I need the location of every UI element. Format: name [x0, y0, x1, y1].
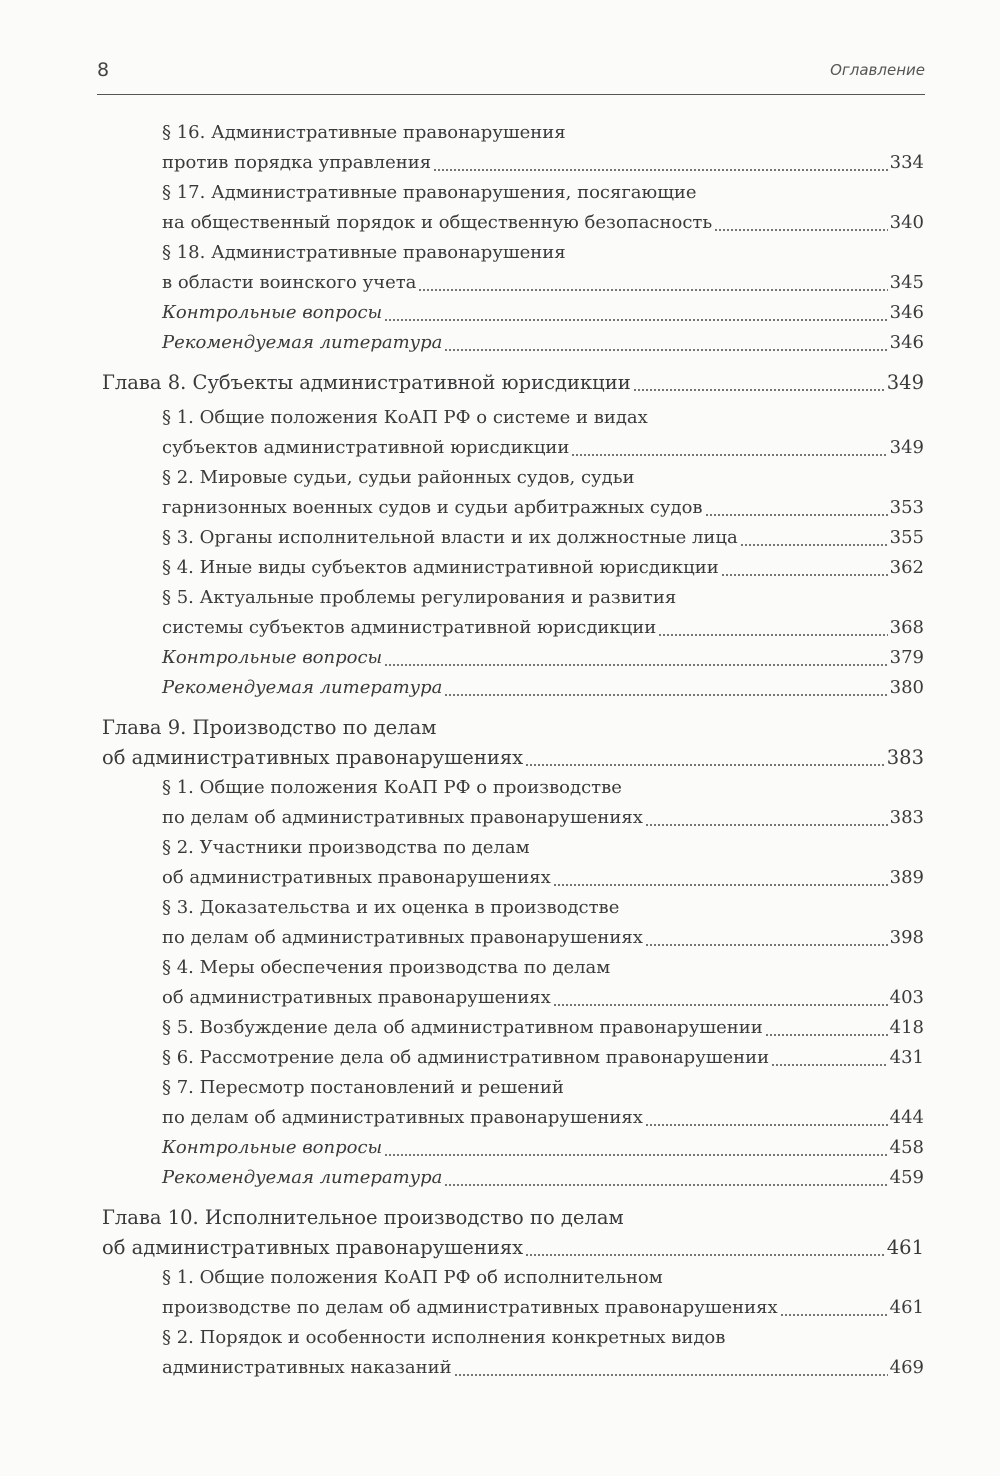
toc-entry-line — [162, 148, 924, 178]
toc-entry-line — [162, 673, 924, 703]
toc-entry-text: § 5. Возбуждение дела об административном правонарушении — [162, 1017, 763, 1038]
toc-entry-text: § 1. Общие положения КоАП РФ о производстве — [162, 777, 622, 798]
toc-entry-line — [162, 613, 924, 643]
toc-entry — [162, 1043, 924, 1073]
dot-leader — [765, 1034, 888, 1036]
toc-entry — [162, 1263, 924, 1323]
toc-entry — [162, 583, 924, 643]
toc-entry-text: Рекомендуемая литература — [162, 332, 443, 353]
toc-entry-text: в области воинского учета — [162, 272, 417, 293]
toc-entry-text: по делам об административных правонарушениях — [162, 1107, 643, 1128]
toc-entry-text: против порядка управления — [162, 152, 432, 173]
toc-entry — [162, 773, 924, 833]
toc-entry-text: Рекомендуемая литература — [162, 677, 443, 698]
toc-page-number: 346 — [889, 302, 924, 323]
toc-entry-text: Глава 9. Производство по делам — [102, 716, 437, 739]
toc-entry-line — [162, 833, 924, 863]
toc-page-number: 383 — [886, 746, 924, 769]
toc-entry-text: об административных правонарушениях — [102, 746, 524, 769]
toc-entry-line — [162, 433, 924, 463]
toc-entry-text: § 6. Рассмотрение дела об административном правонарушении — [162, 1047, 770, 1068]
dot-leader — [645, 1124, 888, 1126]
toc-entry-text: на общественный порядок и общественную безопасность — [162, 212, 713, 233]
toc-page-number: 418 — [889, 1017, 924, 1038]
dot-leader — [384, 664, 887, 666]
toc-page-number: 431 — [889, 1047, 924, 1068]
toc-entry-line — [162, 983, 924, 1013]
dot-leader — [525, 1254, 885, 1256]
toc-entry-line — [162, 178, 924, 208]
toc-entry-text: Рекомендуемая литература — [162, 1167, 443, 1188]
toc-entry-line — [162, 298, 924, 328]
dot-leader — [721, 574, 888, 576]
toc-entry — [162, 463, 924, 523]
dot-leader — [645, 944, 888, 946]
toc-entry-text: § 17. Административные правонарушения, посягающие — [162, 182, 697, 203]
toc-entry — [162, 238, 924, 298]
toc-entry — [162, 298, 924, 328]
toc-entry — [102, 713, 924, 773]
toc-entry-line — [162, 1323, 924, 1353]
toc-entry-line — [162, 1163, 924, 1193]
dot-leader — [714, 229, 887, 231]
dot-leader — [444, 349, 887, 351]
dot-leader — [571, 454, 887, 456]
toc-entry-text: Контрольные вопросы — [162, 1137, 383, 1158]
toc-page-number: 398 — [889, 927, 924, 948]
toc-entry-line — [102, 1233, 924, 1263]
toc-page-number: 349 — [889, 437, 924, 458]
toc-entry-text: § 1. Общие положения КоАП РФ об исполнительном — [162, 1267, 663, 1288]
dot-leader — [633, 389, 885, 391]
toc-entry-line — [162, 238, 924, 268]
toc-page-number: 353 — [889, 497, 924, 518]
toc-entry-line — [162, 328, 924, 358]
page-header — [97, 56, 925, 95]
toc-entry — [162, 553, 924, 583]
toc-entry-text: Глава 8. Субъекты административной юрисдикции — [102, 371, 631, 394]
toc-entry-line — [162, 923, 924, 953]
dot-leader — [658, 634, 887, 636]
toc-entry-line — [162, 463, 924, 493]
toc-entry-line — [162, 893, 924, 923]
toc-entry — [102, 368, 924, 398]
toc-entry-text: Контрольные вопросы — [162, 647, 383, 668]
toc-page-number: 403 — [889, 987, 924, 1008]
toc-entry-line — [162, 773, 924, 803]
toc-entry-text: § 16. Административные правонарушения — [162, 122, 566, 143]
toc-entry — [162, 403, 924, 463]
dot-leader — [418, 289, 887, 291]
toc-entry-text: гарнизонных военных судов и судьи арбитражных судов — [162, 497, 703, 518]
toc-entry-text: Контрольные вопросы — [162, 302, 383, 323]
toc-page-number: 379 — [889, 647, 924, 668]
toc-entry — [162, 1323, 924, 1383]
toc-entry-line — [162, 403, 924, 433]
toc-page-number: 334 — [889, 152, 924, 173]
dot-leader — [705, 514, 888, 516]
toc-entry-text: § 18. Административные правонарушения — [162, 242, 566, 263]
toc-page-number: 469 — [889, 1357, 924, 1378]
toc-entry-text: § 2. Участники производства по делам — [162, 837, 530, 858]
toc-page-number: 461 — [889, 1297, 924, 1318]
dot-leader — [454, 1374, 888, 1376]
toc-page-number: 368 — [889, 617, 924, 638]
toc-entry-line — [162, 118, 924, 148]
toc-entry-line — [162, 953, 924, 983]
toc-page-number: 383 — [889, 807, 924, 828]
toc-entry-line — [162, 583, 924, 613]
dot-leader — [553, 884, 888, 886]
toc-entry-text: системы субъектов административной юрисдикции — [162, 617, 657, 638]
toc-entry-line — [162, 1133, 924, 1163]
toc-entry-line — [102, 713, 924, 743]
toc-entry-line — [162, 863, 924, 893]
toc-entry-text: об административных правонарушениях — [162, 867, 551, 888]
toc-entry-line — [102, 743, 924, 773]
toc-page-number: 355 — [889, 527, 924, 548]
dot-leader — [444, 694, 887, 696]
dot-leader — [384, 319, 887, 321]
toc-entry-line — [162, 268, 924, 298]
toc-page-number: 444 — [889, 1107, 924, 1128]
toc-entry-line — [162, 643, 924, 673]
toc-entry — [102, 1203, 924, 1263]
toc-entry-line — [162, 803, 924, 833]
toc-entry — [162, 833, 924, 893]
toc-entry-text: § 3. Доказательства и их оценка в производстве — [162, 897, 620, 918]
dot-leader — [645, 824, 888, 826]
toc-entry-text: субъектов административной юрисдикции — [162, 437, 570, 458]
toc-entry — [162, 328, 924, 358]
toc-entry — [162, 1133, 924, 1163]
toc-entry-text: административных наказаний — [162, 1357, 452, 1378]
toc-entry-text: § 4. Меры обеспечения производства по делам — [162, 957, 611, 978]
toc-entry — [162, 673, 924, 703]
dot-leader — [740, 544, 888, 546]
dot-leader — [444, 1184, 887, 1186]
toc-entry-text: § 2. Порядок и особенности исполнения конкретных видов — [162, 1327, 726, 1348]
toc-entry-line — [102, 1203, 924, 1233]
dot-leader — [384, 1154, 887, 1156]
toc-page-number: 458 — [889, 1137, 924, 1158]
toc-entry-line — [162, 523, 924, 553]
toc-entry — [162, 1073, 924, 1133]
toc-page-number: 346 — [889, 332, 924, 353]
toc-entry — [162, 178, 924, 238]
toc-entry-text: по делам об административных правонарушениях — [162, 807, 643, 828]
toc-page-number: 380 — [889, 677, 924, 698]
toc-page-number: 389 — [889, 867, 924, 888]
toc-entry — [162, 1013, 924, 1043]
toc-entry-line — [162, 1263, 924, 1293]
toc-entry-text: по делам об административных правонарушениях — [162, 927, 643, 948]
dot-leader — [771, 1064, 887, 1066]
toc-page-number: 349 — [886, 371, 924, 394]
toc-entry-text: § 7. Пересмотр постановлений и решений — [162, 1077, 564, 1098]
toc-entry-text: Глава 10. Исполнительное производство по делам — [102, 1206, 624, 1229]
toc-entry-line — [162, 1293, 924, 1323]
toc-entry-line — [102, 368, 924, 398]
toc-entry-text: производстве по делам об административных правонарушениях — [162, 1297, 778, 1318]
toc-entry-text: § 2. Мировые судьи, судьи районных судов, судьи — [162, 467, 635, 488]
toc-entry-line — [162, 1013, 924, 1043]
toc-entry-text: § 4. Иные виды субъектов административной юрисдикции — [162, 557, 719, 578]
toc-entry — [162, 118, 924, 178]
toc-entry-line — [162, 493, 924, 523]
dot-leader — [433, 169, 888, 171]
toc-page-number: 340 — [889, 212, 924, 233]
toc-entry — [162, 523, 924, 553]
toc-entry-line — [162, 1043, 924, 1073]
toc-entry-line — [162, 1103, 924, 1133]
toc-entry-text: § 3. Органы исполнительной власти и их должностные лица — [162, 527, 738, 548]
toc-entry-text: об административных правонарушениях — [102, 1236, 524, 1259]
toc-entry — [162, 893, 924, 953]
dot-leader — [553, 1004, 888, 1006]
toc-entry-line — [162, 1073, 924, 1103]
dot-leader — [780, 1314, 888, 1316]
toc-page-number: 362 — [889, 557, 924, 578]
dot-leader — [525, 764, 885, 766]
toc-entry-text: об административных правонарушениях — [162, 987, 551, 1008]
toc-page-number: 459 — [889, 1167, 924, 1188]
toc-page-number: 345 — [889, 272, 924, 293]
toc-entry-text: § 1. Общие положения КоАП РФ о системе и видах — [162, 407, 648, 428]
toc-entry-line — [162, 208, 924, 238]
toc-page-number: 461 — [886, 1236, 924, 1259]
toc-entry — [162, 953, 924, 1013]
toc-entry — [162, 643, 924, 673]
toc-entry-line — [162, 1353, 924, 1383]
toc-entry — [162, 1163, 924, 1193]
toc-entry-text: § 5. Актуальные проблемы регулирования и развития — [162, 587, 677, 608]
page-number: 8 — [97, 59, 110, 81]
running-title: Оглавление — [830, 61, 925, 79]
toc-entry-line — [162, 553, 924, 583]
